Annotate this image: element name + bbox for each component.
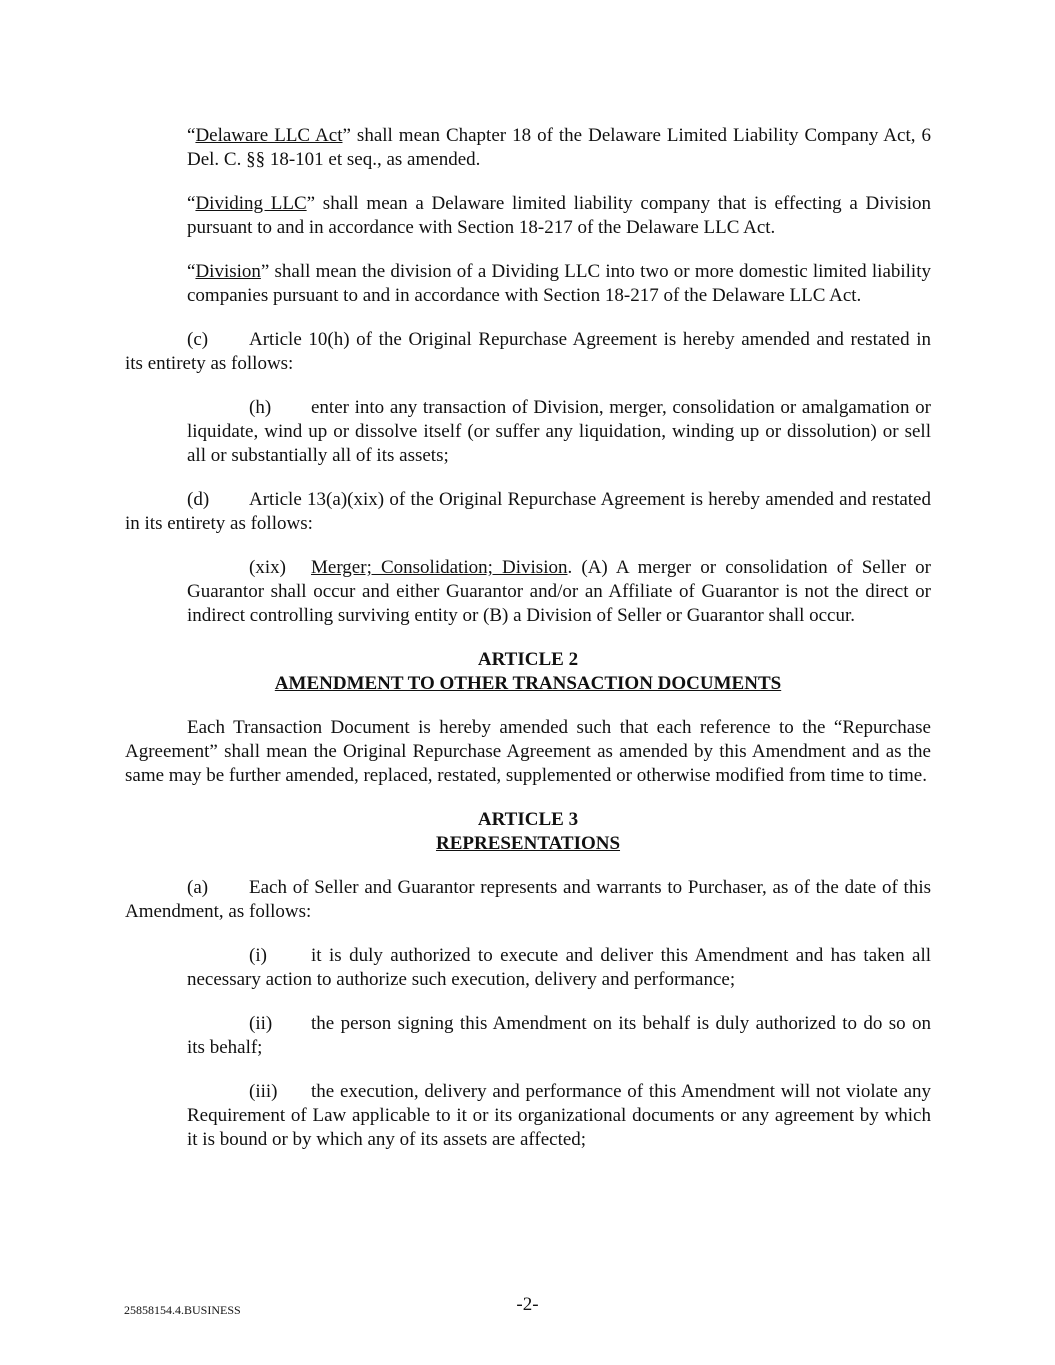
definition-delaware-llc-act: [187, 124, 931, 172]
clause-text: enter into any transaction of Division, merger, consolidation or amalgamation or liquidate, wind up or dissolve itself (or suffer any liquidation, winding up or dissolution) or sell all or substantially all of its assets;: [187, 397, 931, 466]
quote-open: “: [187, 261, 196, 282]
defined-term: Division: [195, 261, 261, 282]
clause-text: the execution, delivery and performance of this Amendment will not violate any Requirement of Law applicable to it or its organizational documents or any agreement by which it is bound or by which any of its assets are affected;: [187, 1081, 931, 1150]
quote-open: “: [187, 125, 196, 146]
clause-iii: [187, 1080, 931, 1152]
clause-text: Article 10(h) of the Original Repurchase Agreement is hereby amended and restated in its entirety as follows:: [125, 329, 931, 374]
clause-i: [187, 944, 931, 992]
clause-text: the person signing this Amendment on its behalf is duly authorized to do so on its behalf;: [187, 1013, 931, 1058]
definition-text: shall mean the division of a Dividing LLC into two or more domestic limited liability companies pursuant to and in accordance with Section 18-217 of the Delaware LLC Act.: [187, 261, 931, 306]
defined-term: Dividing LLC: [195, 193, 307, 214]
clause-label: (a): [187, 877, 209, 898]
clause-text: Each of Seller and Guarantor represents and warrants to Purchaser, as of the date of this Amendment, as follows:: [125, 877, 931, 922]
clause-label: (c): [187, 329, 209, 350]
page-number: -2-: [516, 1294, 539, 1315]
article-title: AMENDMENT TO OTHER TRANSACTION DOCUMENTS: [274, 673, 782, 694]
clause-label: (iii): [249, 1081, 278, 1102]
quote-open: “: [187, 193, 196, 214]
article-3-heading: [125, 808, 931, 856]
clause-ii: [187, 1012, 931, 1060]
quote-close: ”: [342, 125, 351, 146]
clause-c: [125, 328, 931, 376]
article-number: ARTICLE 2: [477, 649, 579, 670]
clause-text: Article 13(a)(xix) of the Original Repurchase Agreement is hereby amended and restated in its entirety as follows:: [125, 489, 931, 534]
clause-text: it is duly authorized to execute and deliver this Amendment and has taken all necessary action to authorize such execution, delivery and performance;: [187, 945, 931, 990]
clause-label: (h): [249, 397, 272, 418]
defined-term: Delaware LLC Act: [195, 125, 343, 146]
quote-close: ”: [260, 261, 270, 282]
clause-label: (d): [187, 489, 210, 510]
document-page: [125, 124, 931, 1172]
clause-xix: [187, 556, 931, 628]
clause-text: . (A) A merger or consolidation of Seller or Guarantor shall occur and either Guarantor and/or an Affiliate of Guarantor is not the direct or indirect controlling surviving entity or (B) a Division of Seller or Guarantor shall occur.: [187, 557, 931, 626]
clause-a: [125, 876, 931, 924]
definition-division: [187, 260, 931, 308]
definition-text: shall mean Chapter 18 of the Delaware Limited Liability Company Act, 6 Del. C. §§ 18-101 et seq., as amended.: [187, 125, 931, 170]
article-number: ARTICLE 3: [477, 809, 579, 830]
footer-document-id: 25858154.4.BUSINESS: [124, 1303, 241, 1317]
clause-label: (xix): [249, 557, 286, 578]
article-2-body: Each Transaction Document is hereby amended such that each reference to the “Repurchase Agreement” shall mean the Original Repurchase Agreement as amended by this Amendment and as the same may be further amended, replaced, restated, supplemented or otherwise modified from time to time.: [125, 717, 931, 786]
clause-label: (i): [249, 945, 267, 966]
article-title: REPRESENTATIONS: [435, 833, 621, 854]
clause-h: [187, 396, 931, 468]
clause-label: (ii): [249, 1013, 273, 1034]
definition-dividing-llc: [187, 192, 931, 240]
clause-d: [125, 488, 931, 536]
article-2-heading: [125, 648, 931, 696]
definition-text: shall mean a Delaware limited liability company that is effecting a Division pursuant to and in accordance with Section 18-217 of the Delaware LLC Act.: [187, 193, 931, 238]
clause-title: Merger; Consolidation; Division: [311, 557, 568, 578]
quote-close: ”: [306, 193, 316, 214]
